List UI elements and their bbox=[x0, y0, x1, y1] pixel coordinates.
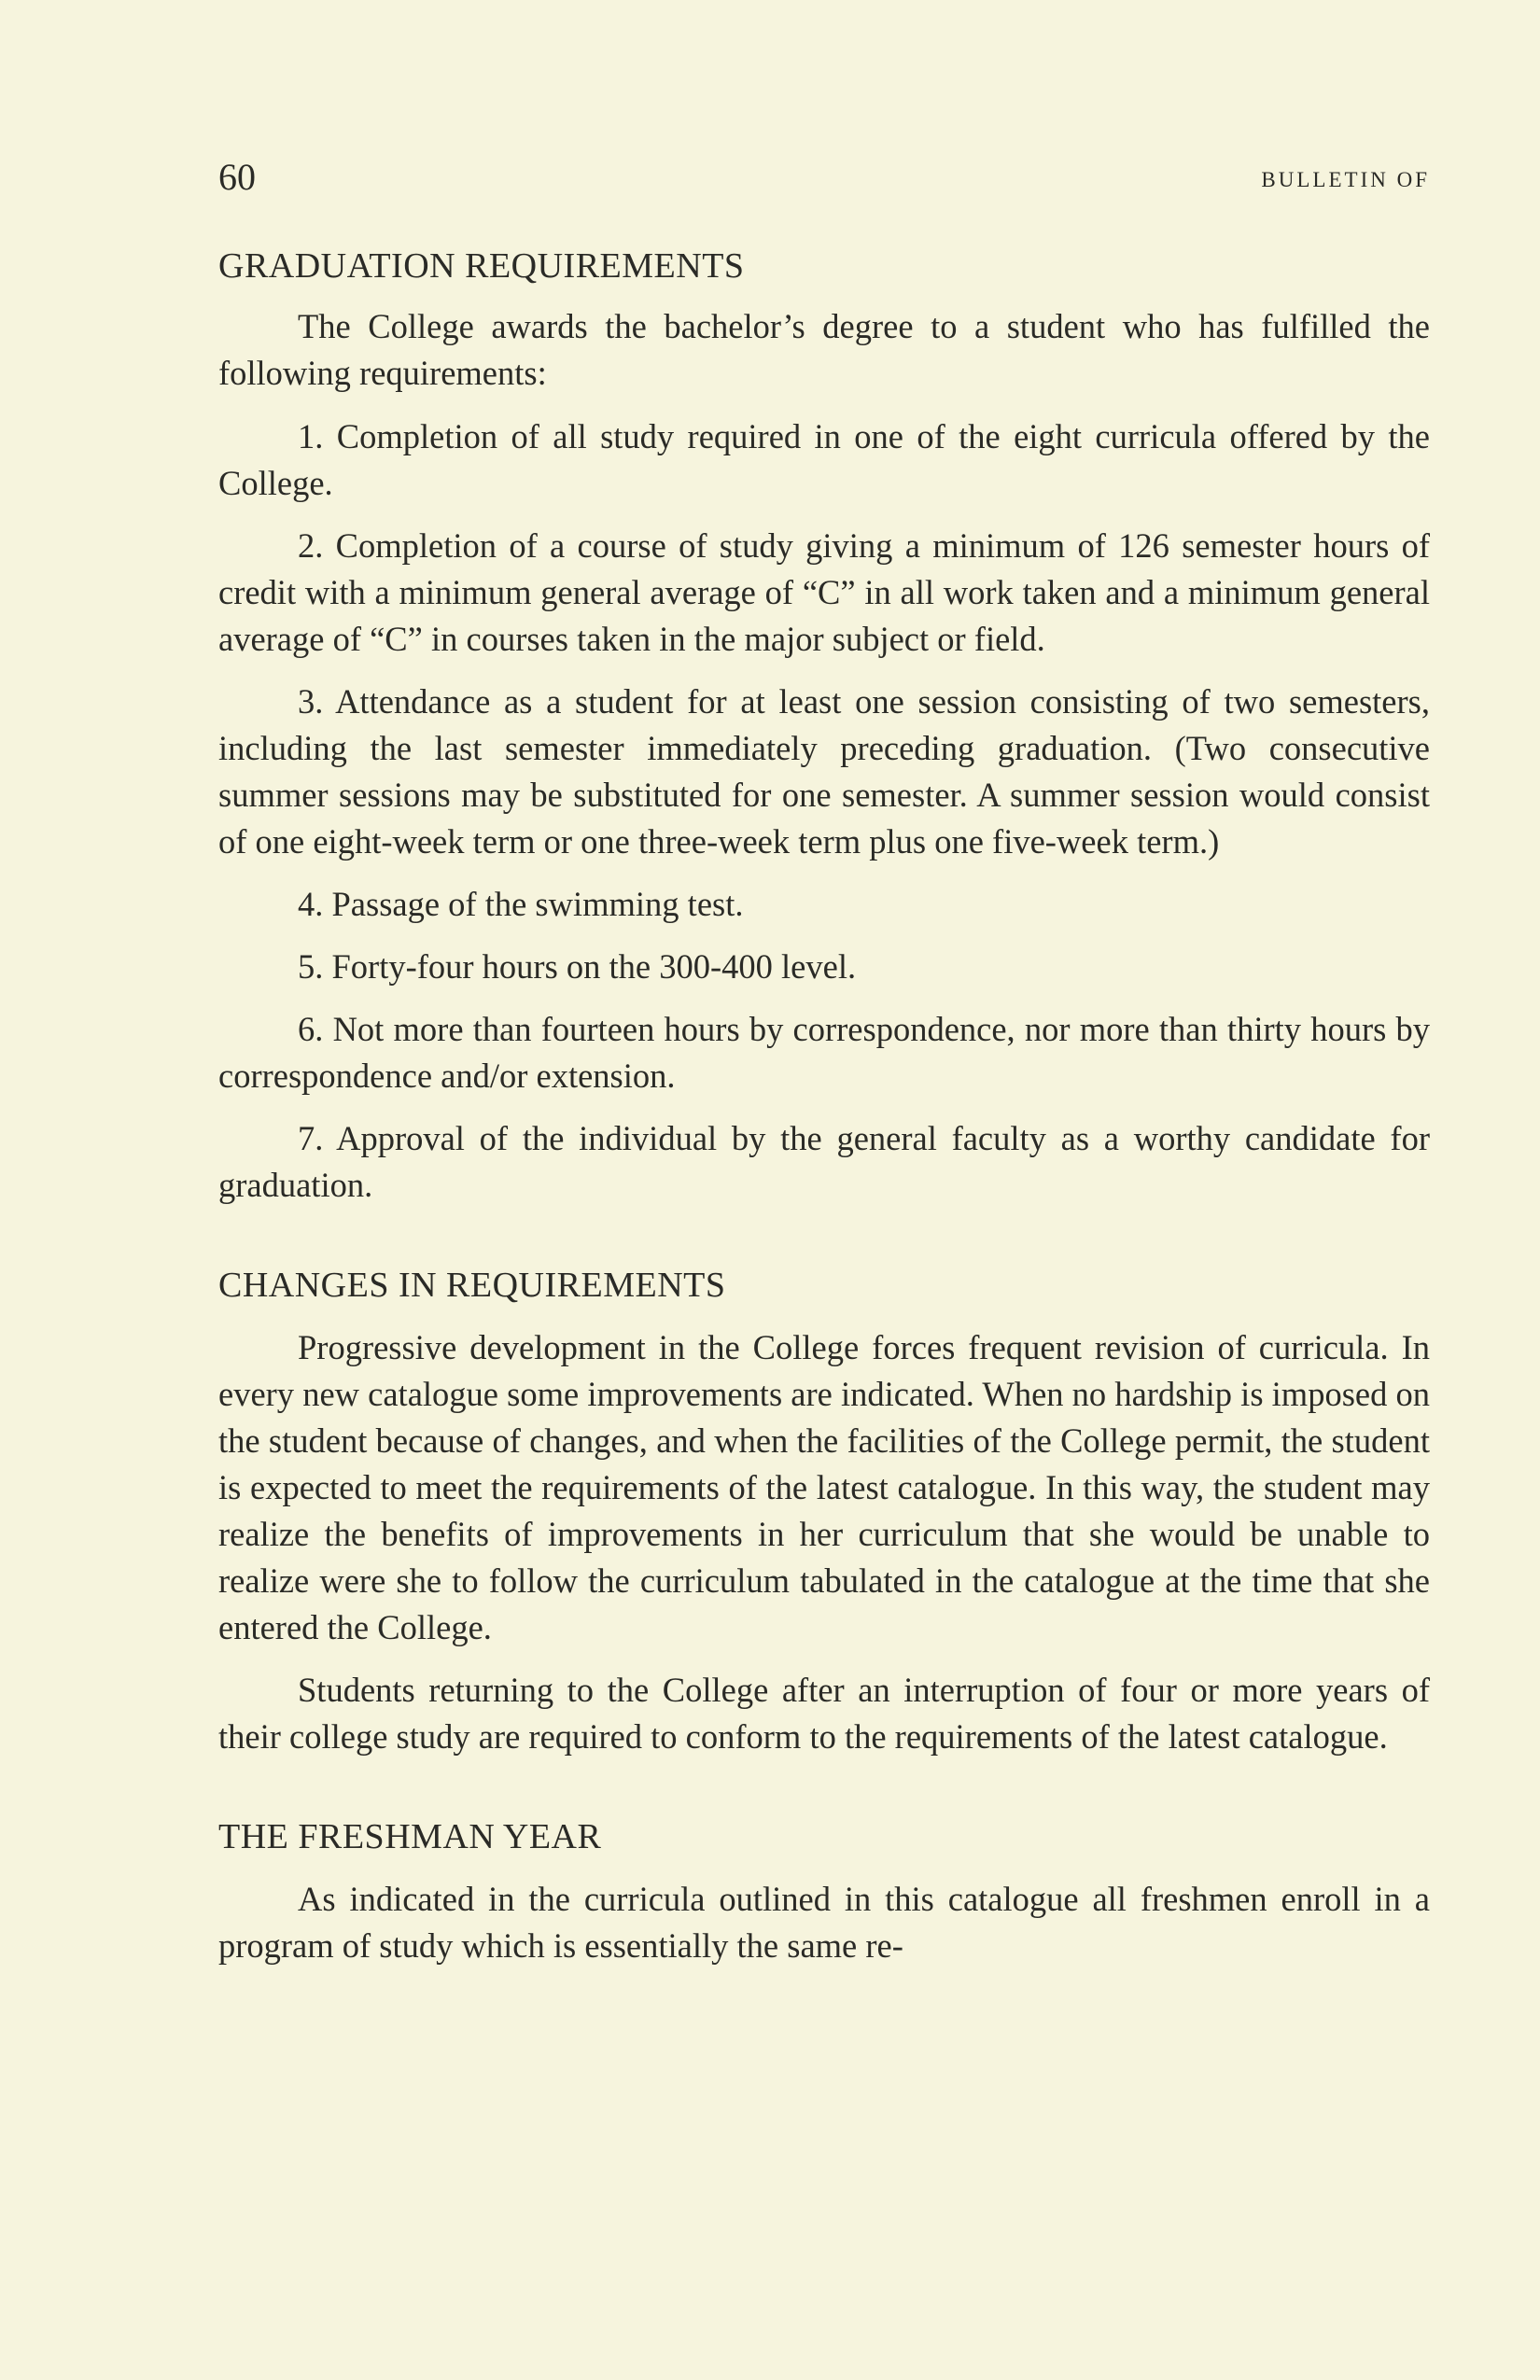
changes-paragraph-1: Progressive development in the College forces frequent revision of curricula. In every new catalogue some improvements are indicated. When no hardship is imposed on the student because of changes, and when the facilities of the College permit, the student is expected to meet the requirements of the latest catalogue. In this way, the student may realize the benefits of improvements in her curriculum that she would be unable to realize were she to follow the curriculum tabulated in the catalogue at the time that she entered the College. bbox=[218, 1328, 1430, 1646]
freshman-paragraph-1: As indicated in the curricula outlined in this catalogue all freshmen enroll in a program of study which is essentially the same re- bbox=[218, 1880, 1430, 1965]
requirement-item bbox=[218, 413, 1430, 507]
requirement-item bbox=[218, 523, 1430, 663]
graduation-intro-paragraph: The College awards the bachelor’s degree to a student who has fulfilled the following requirements: bbox=[218, 307, 1430, 392]
requirement-item bbox=[218, 1115, 1430, 1209]
requirement-number: 2. bbox=[298, 526, 324, 565]
requirement-text: Attendance as a student for at least one session consisting of two semesters, including the last semester immediately preceding graduation. (Two consecutive summer sessions may be substituted for one semester. A summer session would consist of one eight-week term or one three-week term plus one five-week term.) bbox=[218, 682, 1430, 861]
requirement-number: 6. bbox=[298, 1010, 324, 1048]
requirement-item bbox=[218, 1006, 1430, 1099]
requirement-number: 4. bbox=[298, 885, 324, 923]
requirement-item bbox=[218, 944, 1430, 990]
changes-in-requirements-heading: CHANGES IN REQUIREMENTS bbox=[218, 1266, 726, 1305]
requirement-item bbox=[218, 881, 1430, 928]
requirement-text: Completion of all study required in one of the eight curricula offered by the College. bbox=[218, 417, 1430, 502]
freshman-year-heading: THE FRESHMAN YEAR bbox=[218, 1817, 602, 1856]
running-head bbox=[218, 149, 1430, 205]
requirement-text: Forty-four hours on the 300-400 level. bbox=[331, 947, 857, 986]
requirement-number: 5. bbox=[298, 947, 324, 986]
graduation-requirements-heading: GRADUATION REQUIREMENTS bbox=[218, 246, 745, 286]
requirement-item bbox=[218, 679, 1430, 865]
running-title: BULLETIN OF bbox=[1261, 168, 1430, 191]
page-number: 60 bbox=[218, 156, 256, 198]
requirements-list bbox=[218, 413, 1430, 1209]
requirement-text: Passage of the swimming test. bbox=[331, 885, 744, 923]
changes-paragraph-2: Students returning to the College after an interruption of four or more years of their college study are required to conform to the requirements of the latest catalogue. bbox=[218, 1671, 1430, 1756]
requirement-number: 3. bbox=[298, 682, 324, 721]
requirement-number: 1. bbox=[298, 417, 324, 455]
requirement-number: 7. bbox=[298, 1119, 324, 1157]
requirement-text: Completion of a course of study giving a minimum of 126 semester hours of credit with a minimum general average of “C” in all work taken and a minimum general average of “C” in courses taken in the major subject or field. bbox=[218, 526, 1430, 658]
page-content bbox=[218, 238, 1430, 1969]
requirement-text: Not more than fourteen hours by correspondence, nor more than thirty hours by correspondence and/or extension. bbox=[218, 1010, 1431, 1095]
requirement-text: Approval of the individual by the general faculty as a worthy candidate for graduation. bbox=[218, 1119, 1430, 1204]
